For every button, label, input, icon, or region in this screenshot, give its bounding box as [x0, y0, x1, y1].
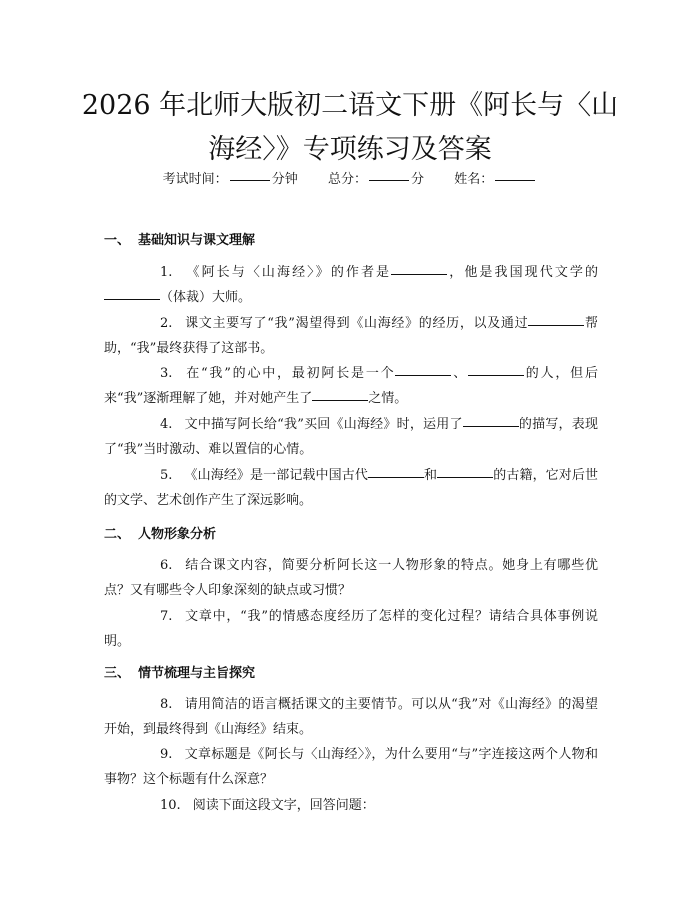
- name-blank[interactable]: [495, 168, 535, 181]
- question-number: 6.: [160, 558, 173, 573]
- answer-blank[interactable]: [437, 465, 493, 478]
- question-text: 请用简洁的语言概括课文的主要情节。可以从“我”对《山海经》的渴望开始，到最终得到《山海经》结束。: [104, 697, 598, 737]
- section-heading-2: [104, 523, 216, 542]
- answer-blank[interactable]: [468, 363, 524, 376]
- question-number: 5.: [160, 468, 173, 483]
- section-heading-1: [104, 229, 255, 248]
- name-label: 姓名：: [454, 172, 494, 187]
- question-text: 的古籍，它对后世的文学、艺术创作产生了深远影响。: [104, 468, 598, 508]
- answer-blank[interactable]: [368, 465, 424, 478]
- document-title: [0, 84, 700, 172]
- question-number: 1.: [160, 265, 173, 280]
- question-number: 2.: [160, 316, 173, 331]
- question-1: [104, 260, 598, 310]
- question-text: 课文主要写了“我”渴望得到《山海经》的经历，以及通过: [184, 316, 529, 331]
- exam-meta: [0, 168, 700, 187]
- title-line-1: 2026 年北师大版初二语文下册《阿长与〈山: [81, 90, 619, 121]
- question-9: [104, 742, 598, 792]
- answer-blank[interactable]: [395, 363, 451, 376]
- question-text: 、: [451, 366, 468, 381]
- question-4: [104, 412, 598, 462]
- question-number: 9.: [160, 747, 173, 762]
- question-6: [104, 553, 598, 603]
- question-text: 的描写，表现了“我”当时激动、难以置信的心情。: [104, 417, 598, 457]
- time-blank[interactable]: [230, 168, 270, 181]
- question-10: [104, 793, 598, 818]
- question-7: [104, 604, 598, 654]
- question-text: 之情。: [368, 391, 408, 406]
- question-2: [104, 311, 598, 361]
- question-text: 文中描写阿长给“我”买回《山海经》时，运用了: [184, 417, 463, 432]
- time-unit: 分钟: [271, 172, 298, 187]
- time-label: 考试时间：: [162, 172, 228, 187]
- section-number: 二、: [104, 527, 131, 542]
- answer-blank[interactable]: [528, 313, 584, 326]
- score-unit: 分: [411, 172, 425, 187]
- section-number: 三、: [104, 666, 131, 681]
- section-title: 人物形象分析: [138, 527, 217, 542]
- section-heading-3: [104, 662, 255, 681]
- question-text: ，他是我国现代文学的: [447, 265, 598, 280]
- question-number: 4.: [160, 417, 173, 432]
- answer-blank[interactable]: [463, 414, 519, 427]
- question-text: 阅读下面这段文字，回答问题：: [192, 798, 375, 813]
- answer-blank[interactable]: [391, 262, 447, 275]
- section-title: 基础知识与课文理解: [138, 233, 256, 248]
- score-blank[interactable]: [369, 168, 409, 181]
- question-text: 文章标题是《阿长与〈山海经〉》，为什么要用“与”字连接这两个人物和事物？这个标题有什么深意？: [104, 747, 598, 787]
- question-text: 在“我”的心中，最初阿长是一个: [184, 366, 396, 381]
- section-number: 一、: [104, 233, 131, 248]
- section-title: 情节梳理与主旨探究: [138, 666, 256, 681]
- question-5: [104, 463, 598, 513]
- question-3: [104, 361, 598, 411]
- question-text: 《阿长与〈山海经〉》的作者是: [184, 265, 392, 280]
- answer-blank[interactable]: [104, 287, 160, 300]
- answer-blank[interactable]: [312, 388, 368, 401]
- question-8: [104, 692, 598, 742]
- title-line-2: 海经〉》专项练习及答案: [208, 134, 492, 165]
- question-number: 3.: [160, 366, 173, 381]
- question-text: （体裁）大师。: [160, 290, 252, 305]
- score-label: 总分：: [327, 172, 367, 187]
- question-text: 和: [423, 468, 438, 483]
- question-text: 结合课文内容，简要分析阿长这一人物形象的特点。她身上有哪些优点？又有哪些令人印象深刻的缺点或习惯？: [104, 558, 598, 598]
- question-text: 的人，但后来“我”逐渐理解了她，并对她产生了: [104, 366, 598, 406]
- question-text: 帮助，“我”最终获得了这部书。: [104, 316, 598, 356]
- question-number: 7.: [160, 609, 173, 624]
- question-text: 文章中，“我”的情感态度经历了怎样的变化过程？请结合具体事例说明。: [104, 609, 598, 649]
- question-number: 10.: [160, 798, 181, 813]
- question-number: 8.: [160, 697, 173, 712]
- question-text: 《山海经》是一部记载中国古代: [184, 468, 368, 483]
